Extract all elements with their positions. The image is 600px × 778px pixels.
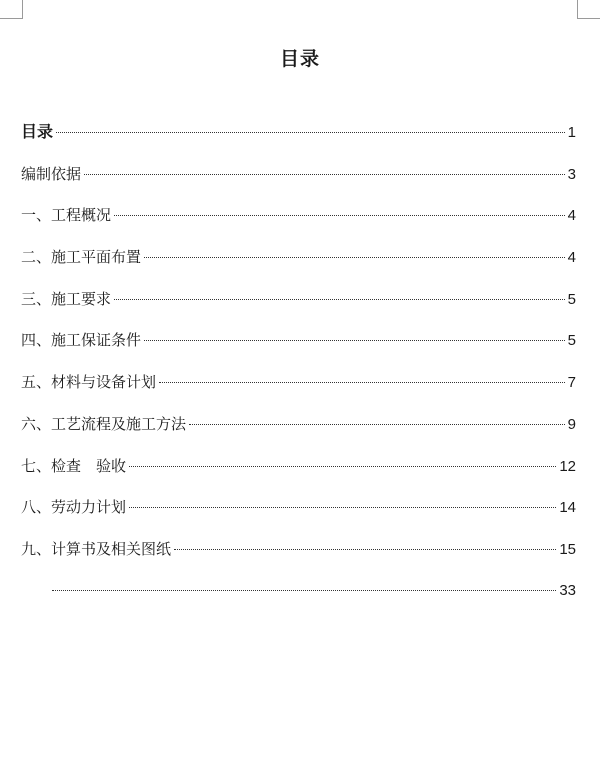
toc-dot-leader <box>52 590 556 591</box>
toc-entry-label: 七、检查 验收 <box>21 456 127 475</box>
toc-entry-label: 编制依据 <box>21 164 82 183</box>
toc-entry-page: 9 <box>567 415 576 433</box>
toc-dot-leader <box>144 257 565 258</box>
toc-entry[interactable] <box>21 116 576 158</box>
crop-mark-top-left <box>0 0 23 19</box>
toc-dot-leader <box>159 382 565 383</box>
toc-entry-page: 4 <box>567 207 576 225</box>
toc-entry-page: 14 <box>559 499 576 517</box>
table-of-contents <box>21 116 576 616</box>
toc-entry[interactable] <box>21 199 576 241</box>
toc-entry-label: 二、施工平面布置 <box>21 248 142 267</box>
toc-entry-label: 一、工程概况 <box>21 206 112 225</box>
toc-entry-label: 目录 <box>21 122 54 141</box>
toc-entry-page: 3 <box>567 165 576 183</box>
toc-dot-leader <box>114 299 565 300</box>
toc-entry[interactable] <box>21 408 576 450</box>
toc-entry-label: 五、材料与设备计划 <box>21 373 157 392</box>
toc-entry[interactable] <box>21 241 576 283</box>
crop-mark-top-right <box>577 0 600 19</box>
toc-dot-leader <box>84 174 565 175</box>
toc-entry[interactable] <box>21 324 576 366</box>
toc-entry-page: 7 <box>567 374 576 392</box>
toc-entry-page: 5 <box>567 332 576 350</box>
toc-dot-leader <box>114 215 565 216</box>
toc-entry[interactable] <box>21 575 576 617</box>
toc-entry-label: 八、劳动力计划 <box>21 498 127 517</box>
toc-entry[interactable] <box>21 158 576 200</box>
toc-entry-label: 三、施工要求 <box>21 289 112 308</box>
toc-dot-leader <box>144 340 565 341</box>
toc-entry-page: 1 <box>567 124 576 141</box>
toc-dot-leader <box>189 424 565 425</box>
toc-dot-leader <box>174 549 556 550</box>
toc-entry-page: 15 <box>559 540 576 558</box>
toc-entry-label: 六、工艺流程及施工方法 <box>21 414 187 433</box>
toc-dot-leader <box>129 466 556 467</box>
document-title: 目录 <box>279 48 320 70</box>
toc-entry-page: 33 <box>559 581 576 599</box>
toc-entry-page: 5 <box>567 290 576 308</box>
toc-entry-page: 12 <box>559 457 576 475</box>
toc-dot-leader <box>129 507 556 508</box>
toc-entry[interactable] <box>21 283 576 325</box>
toc-entry[interactable] <box>21 533 576 575</box>
toc-entry[interactable] <box>21 491 576 533</box>
toc-entry-label: 九、计算书及相关图纸 <box>21 539 172 558</box>
toc-dot-leader <box>56 132 565 133</box>
toc-entry[interactable] <box>21 450 576 492</box>
toc-entry-label: 四、施工保证条件 <box>21 331 142 350</box>
toc-entry-page: 4 <box>567 249 576 267</box>
toc-entry[interactable] <box>21 366 576 408</box>
